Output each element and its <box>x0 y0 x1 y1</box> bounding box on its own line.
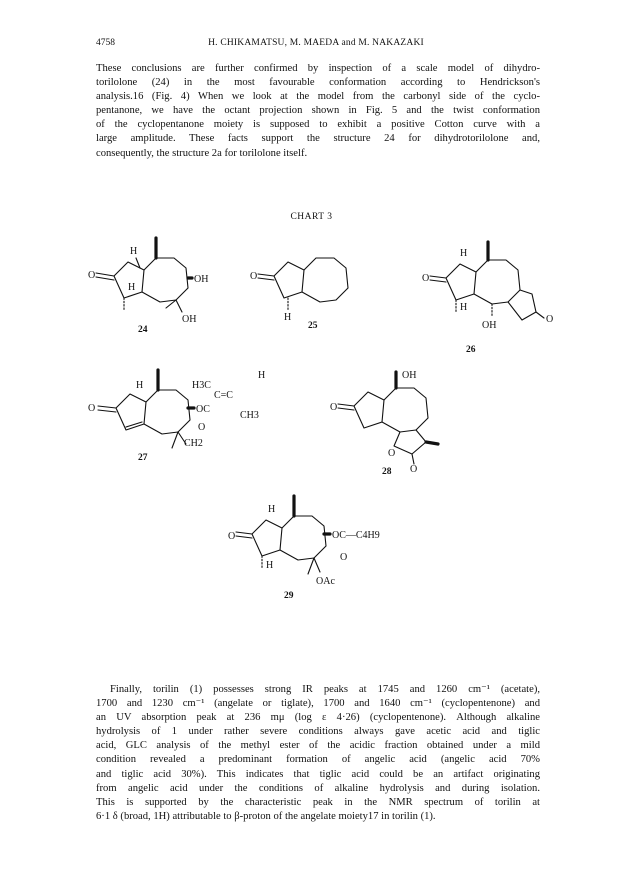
atom-label: OC <box>196 404 210 415</box>
text-line: These conclusions are further confirmed by inspection of a scale model of dihydro- <box>96 63 540 74</box>
text-line: of the cyclopentanone moiety is supposed to exhibit a positive Cotton curve with a <box>96 119 540 131</box>
atom-label: OH <box>194 274 209 285</box>
cyclopentane-ring <box>446 264 476 300</box>
atom-label: H <box>130 246 138 257</box>
cyclopentenone-ring <box>116 394 146 430</box>
structure-25 <box>248 236 358 336</box>
text-line: and tiglic acid 30%). This indicates that tiglic acid could be an artifact originating <box>96 768 540 780</box>
compound-number: 24 <box>138 325 148 335</box>
atom-label: H <box>460 302 468 313</box>
chart-title: CHART 3 <box>290 212 333 222</box>
text-line: acid, GLC analysis of the methyl ester of the acidic fraction obtained under a mild <box>96 740 540 752</box>
lactone-ring <box>508 290 536 320</box>
atom-label: H <box>136 380 144 391</box>
cyclopentane-ring <box>274 262 304 298</box>
atom-label: O <box>388 448 396 459</box>
atom-label: O <box>250 271 258 282</box>
atom-label: CH2 <box>184 438 203 449</box>
lactone-ring <box>394 430 426 454</box>
cycloheptane-ring <box>144 390 190 434</box>
atom-label: O <box>340 552 348 563</box>
structure-29 <box>228 490 418 600</box>
paragraph-1 <box>96 62 540 161</box>
atom-label: H <box>268 504 276 515</box>
text-line: 1700 and 1230 cm⁻¹ (angelate or tiglate), 1700 and 1640 cm⁻¹ (cyclopentenone) and <box>96 698 540 710</box>
structure-26 <box>420 236 560 356</box>
structure-24 <box>78 228 218 338</box>
atom-label: H <box>258 370 266 381</box>
compound-number: 27 <box>138 453 148 463</box>
compound-number: 25 <box>308 321 318 331</box>
atom-label: O <box>410 464 418 475</box>
atom-label: O <box>330 402 338 413</box>
atom-label: O <box>198 422 206 433</box>
atom-label: H3C <box>192 380 211 391</box>
text-line: condition revealed a predominant formation of angelic acid (angelic acid 70% <box>96 754 540 766</box>
cycloheptane-ring <box>474 260 520 304</box>
compound-number: 29 <box>284 591 294 601</box>
atom-label: O <box>546 314 554 325</box>
page-number: 4758 <box>96 38 115 48</box>
structure-27 <box>80 364 270 464</box>
atom-label: O <box>88 270 96 281</box>
atom-label: OC—C4H9 <box>332 530 380 541</box>
atom-label: OAc <box>316 576 335 587</box>
cycloheptane-ring <box>280 516 326 560</box>
running-title: H. CHIKAMATSU, M. MAEDA and M. NAKAZAKI <box>208 38 424 48</box>
structure-28 <box>330 368 470 478</box>
compound-number: 28 <box>382 467 392 477</box>
text-line: from angelic acid under the conditions of alkaline hydrolysis and during isolation. <box>96 782 540 794</box>
text-line: 6·1 δ (broad, 1H) attributable to β-proton of the angelate moiety17 in torilin (1). <box>96 810 436 822</box>
atom-label: H <box>284 312 292 323</box>
compound-number: 26 <box>466 345 476 355</box>
text-line: torilolone (24) in the most favourable conformation according to Hendrickson's <box>96 77 540 89</box>
atom-label: OH <box>182 314 197 325</box>
text-line: This is supported by the characteristic peak in the NMR spectrum of torilin at <box>96 796 540 808</box>
cycloheptane-ring <box>302 258 348 302</box>
text-line: hydrolysis of 1 under rather severe conditions always gave acetic acid and tiglic <box>96 726 540 738</box>
cyclopentenone-ring <box>354 392 384 428</box>
text-line: large amplitude. These facts support the structure 24 for dihydrotorilolone and, <box>96 133 540 145</box>
atom-label: O <box>422 273 430 284</box>
text-line: analysis.16 (Fig. 4) When we look at the model from the carbonyl side of the cyclo- <box>96 91 540 103</box>
atom-label: C=C <box>214 390 233 401</box>
text-line: an UV absorption peak at 236 mμ (log ε 4·26) (cyclopentenone). Although alkaline <box>96 712 540 724</box>
text-line: Finally, torilin (1) possesses strong IR peaks at 1745 and 1260 cm⁻¹ (acetate), <box>110 684 540 695</box>
atom-label: H <box>128 282 136 293</box>
cyclopentanone-ring <box>252 520 282 556</box>
paragraph-2 <box>96 683 540 824</box>
cycloheptane-ring <box>142 258 188 302</box>
text-line: consequently, the structure 2a for torilolone itself. <box>96 147 308 159</box>
atom-label: O <box>88 403 96 414</box>
cycloheptane-ring <box>382 388 428 432</box>
text-line: pentanone, we have the octant projection shown in Fig. 5 and the twist conformation <box>96 105 540 117</box>
atom-label: H <box>460 248 468 259</box>
atom-label: OH <box>402 370 417 381</box>
atom-label: O <box>228 531 236 542</box>
atom-label: OH <box>482 320 497 331</box>
atom-label: CH3 <box>240 410 259 421</box>
atom-label: H <box>266 560 274 571</box>
